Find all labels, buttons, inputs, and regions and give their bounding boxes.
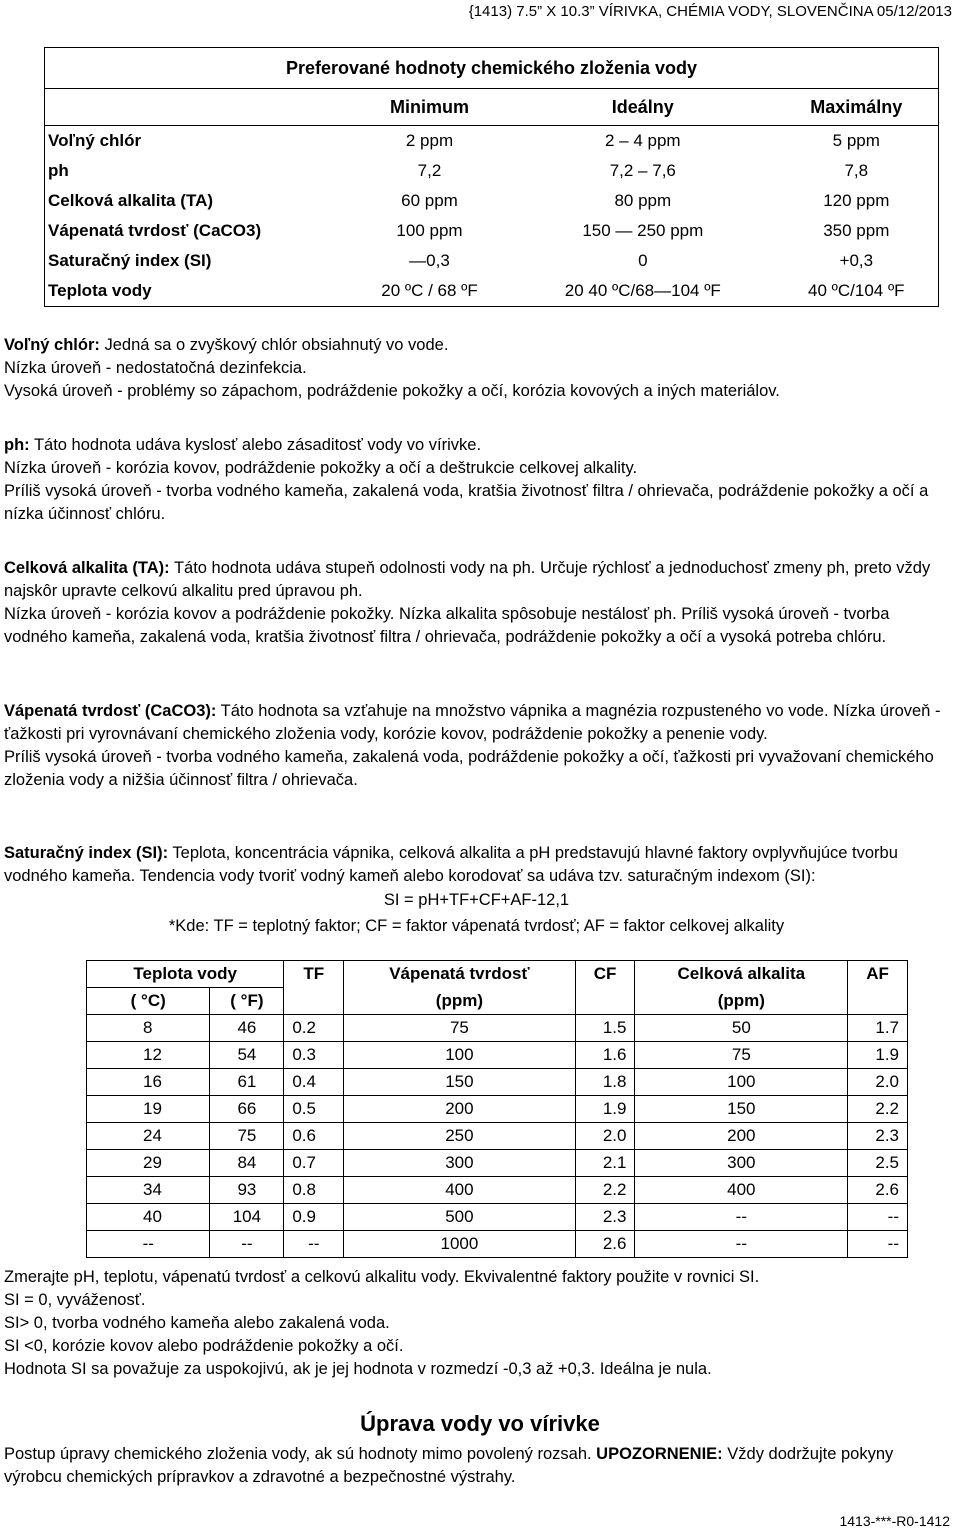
table-title: Preferované hodnoty chemického zloženia vody	[45, 48, 939, 89]
table-row	[45, 156, 939, 186]
chlorine-def: Jedná sa o zvyškový chlór obsiahnutý vo vode.	[99, 336, 449, 354]
table-cell: 75	[344, 1015, 576, 1042]
table-cell: 50	[635, 1015, 848, 1042]
table-cell: 2.0	[575, 1123, 635, 1150]
warning-text: Vždy dodržujte pokyny výrobcu chemických prípravkov a zdravotné a bezpečnostné výstrahy.	[4, 1445, 894, 1486]
si-def: Teplota, koncentrácia vápnika, celková alkalita a pH predstavujú hlavné faktory ovplyvňujúce tvorbu vodného kameňa. Tendencia vody tvoriť vodný kameň alebo korodovať sa udáva tzv. saturačným indexom (SI):	[4, 844, 898, 885]
table-cell: 150	[635, 1096, 848, 1123]
si-where: *Kde: TF = teplotný faktor; CF = faktor vápenatá tvrdosť; AF = faktor celkovej alkality	[168, 917, 785, 935]
section-title: Úprava vody vo vírivke	[360, 1411, 600, 1436]
cell-max: 5 ppm	[775, 126, 939, 157]
cell-ideal: 150 — 250 ppm	[582, 221, 704, 240]
table-cell: 0.4	[284, 1069, 344, 1096]
row-label: Teplota vody	[45, 276, 349, 307]
table-cell: 29	[87, 1150, 210, 1177]
table-cell: 2.6	[848, 1177, 908, 1204]
si-col-temp: Teplota vody	[87, 961, 284, 988]
table-cell: 8	[87, 1015, 210, 1042]
si-formula: SI = pH+TF+CF+AF-12,1	[383, 891, 570, 909]
table-cell: 61	[210, 1069, 284, 1096]
table-cell: 54	[210, 1042, 284, 1069]
table-cell: 0.9	[284, 1204, 344, 1231]
table-cell: 16	[87, 1069, 210, 1096]
note-line: SI> 0, tvorba vodného kameňa alebo zakalená voda.	[4, 1314, 390, 1332]
cell-ideal: 0	[638, 251, 648, 270]
cell-min: 7,2	[417, 161, 442, 180]
alkalinity-term: Celková alkalita (TA):	[4, 559, 170, 577]
cell-max: 40 ºC/104 ºF	[775, 276, 939, 307]
table-row	[87, 1177, 908, 1204]
table-cell: 2.1	[575, 1150, 635, 1177]
chlorine-low: Nízka úroveň - nedostatočná dezinfekcia.	[4, 359, 307, 377]
note-line: Hodnota SI sa považuje za uspokojivú, ak je jej hodnota v rozmedzí -0,3 až +0,3. Ideálna je nula.	[4, 1360, 712, 1378]
table-cell: 300	[635, 1150, 848, 1177]
table-cell: 2.5	[848, 1150, 908, 1177]
si-col-cf: CF	[575, 961, 635, 988]
table-cell: 400	[344, 1177, 576, 1204]
table-row	[87, 1123, 908, 1150]
table-cell: 1.5	[575, 1015, 635, 1042]
table-cell: 1.6	[575, 1042, 635, 1069]
table-cell: 93	[210, 1177, 284, 1204]
table-cell: 2.2	[575, 1177, 635, 1204]
note-line: SI = 0, vyváženosť.	[4, 1291, 146, 1309]
cell-max: 7,8	[775, 156, 939, 186]
ph-low: Nízka úroveň - korózia kovov, podráždenie pokožky a očí a deštrukcie celkovej alkality.	[4, 459, 638, 477]
cell-min: 20 ºC / 68 ºF	[348, 276, 511, 307]
cell-max: 120 ppm	[775, 186, 939, 216]
table-row	[87, 1015, 908, 1042]
cell-ideal: 7,2 – 7,6	[609, 161, 676, 180]
table-cell: 1000	[344, 1231, 576, 1258]
table-cell: 2.3	[575, 1204, 635, 1231]
table-cell: --	[635, 1231, 848, 1258]
alkalinity-section	[4, 557, 949, 649]
calcium-high: Príliš vysoká úroveň - tvorba vodného kameňa, zakalená voda, podráždenie pokožky a očí, ťažkosti pri vyvažovaní chemického zloženia vody a nižšia účinnosť filtra / ohrievača.	[4, 748, 934, 789]
cell-max: 350 ppm	[775, 216, 939, 246]
table-cell: 19	[87, 1096, 210, 1123]
si-col-af: AF	[848, 961, 908, 988]
table-cell: 100	[635, 1069, 848, 1096]
table-cell: 1.9	[575, 1096, 635, 1123]
cell-min: 60 ppm	[401, 191, 458, 210]
table-cell: 2.0	[848, 1069, 908, 1096]
notes-section	[4, 1266, 949, 1381]
cell-ideal: 80 ppm	[614, 191, 672, 210]
warning-term: UPOZORNENIE:	[596, 1445, 723, 1463]
si-unit-c: ( °C)	[87, 988, 210, 1015]
chlorine-section	[4, 334, 949, 403]
table-cell: 200	[344, 1096, 576, 1123]
si-unit-empty	[848, 988, 908, 1015]
cell-min: 2 ppm	[405, 131, 454, 150]
row-label: Vápenatá tvrdosť (CaCO3)	[45, 216, 349, 246]
table-cell: 2.2	[848, 1096, 908, 1123]
table-cell: 0.2	[284, 1015, 344, 1042]
table-cell: --	[848, 1231, 908, 1258]
ph-def: Táto hodnota udáva kyslosť alebo zásaditosť vody vo vírivke.	[29, 436, 482, 454]
alkalinity-levels: Nízka úroveň - korózia kovov a podráždenie pokožky. Nízka alkalita spôsobuje nestálosť ph. Príliš vysoká úroveň - tvorba vodného kameňa, zakalená voda, kratšia životnosť filtra / ohrievača, podráždenie pokožky a očí a vysoká potreba chlóru.	[4, 605, 890, 646]
table-row	[45, 246, 939, 276]
si-col-tf: TF	[284, 961, 344, 988]
si-unit-ta: (ppm)	[635, 988, 848, 1015]
row-label: ph	[45, 156, 349, 186]
table-cell: 1.9	[848, 1042, 908, 1069]
cell-min: 100 ppm	[396, 221, 463, 240]
table-cell: 500	[344, 1204, 576, 1231]
table-cell: 400	[635, 1177, 848, 1204]
table-cell: 250	[344, 1123, 576, 1150]
table-cell: 104	[210, 1204, 284, 1231]
table-cell: 40	[87, 1204, 210, 1231]
column-header-ideal: Ideálny	[511, 89, 775, 126]
alkalinity-def: Táto hodnota udáva stupeň odolnosti vody na ph. Určuje rýchlosť a jednoduchosť zmeny ph, preto vždy najskôr upravte celkovú alkalitu pred úpravou ph.	[4, 559, 931, 600]
table-row	[87, 1231, 908, 1258]
table-row	[45, 276, 939, 307]
table-cell: --	[635, 1204, 848, 1231]
si-unit-ca: (ppm)	[344, 988, 576, 1015]
table-cell: 46	[210, 1015, 284, 1042]
table-cell: --	[87, 1231, 210, 1258]
table-cell: 150	[344, 1069, 576, 1096]
treatment-text: Postup úpravy chemického zloženia vody, ak sú hodnoty mimo povolený rozsah.	[4, 1445, 597, 1463]
table-row	[87, 1042, 908, 1069]
table-cell: 0.8	[284, 1177, 344, 1204]
ph-term: ph:	[4, 436, 30, 454]
note-line: SI <0, korózie kovov alebo podráždenie pokožky a očí.	[4, 1337, 404, 1355]
row-label: Saturačný index (SI)	[45, 246, 349, 276]
table-cell: 1.7	[848, 1015, 908, 1042]
table-cell: 0.3	[284, 1042, 344, 1069]
table-header-empty	[45, 89, 349, 126]
table-row	[45, 216, 939, 246]
row-label: Celková alkalita (TA)	[45, 186, 349, 216]
table-cell: 2.3	[848, 1123, 908, 1150]
table-cell: 75	[210, 1123, 284, 1150]
table-cell: --	[210, 1231, 284, 1258]
table-row	[87, 1204, 908, 1231]
si-factor-table	[86, 960, 908, 1258]
cell-ideal: 2 – 4 ppm	[604, 131, 681, 150]
cell-min: —0,3	[409, 251, 450, 270]
table-cell: 100	[344, 1042, 576, 1069]
preferred-values-table	[44, 47, 939, 307]
page-header: {1413) 7.5” X 10.3” VÍRIVKA, CHÉMIA VODY, SLOVENČINA 05/12/2013	[468, 3, 952, 20]
si-col-ca: Vápenatá tvrdosť	[344, 961, 576, 988]
table-cell: 0.7	[284, 1150, 344, 1177]
ph-high: Príliš vysoká úroveň - tvorba vodného kameňa, zakalená voda, kratšia životnosť filtra / ohrievača, podráždenie pokožky a očí a nízka účinnosť chlóru.	[4, 482, 929, 523]
table-row	[87, 1069, 908, 1096]
chlorine-high: Vysoká úroveň - problémy so zápachom, podráždenie pokožky a očí, korózia kovových a iných materiálov.	[4, 382, 780, 400]
table-cell: 2.6	[575, 1231, 635, 1258]
table-cell: 34	[87, 1177, 210, 1204]
si-unit-f: ( °F)	[210, 988, 284, 1015]
calcium-def: Táto hodnota sa vzťahuje na množstvo vápnika a magnézia rozpusteného vo vode. Nízka úroveň - ťažkosti pri vyrovnávaní chemického zloženia vody, korózie kovov, podráždenie pokožky a penenie vody.	[4, 702, 941, 743]
table-cell: 0.6	[284, 1123, 344, 1150]
table-cell: 75	[635, 1042, 848, 1069]
table-cell: 1.8	[575, 1069, 635, 1096]
note-line: Zmerajte pH, teplotu, vápenatú tvrdosť a celkovú alkalitu vody. Ekvivalentné faktory použite v rovnici SI.	[4, 1268, 760, 1286]
cell-max: +0,3	[775, 246, 939, 276]
table-cell: 66	[210, 1096, 284, 1123]
table-row	[87, 1096, 908, 1123]
calcium-section	[4, 700, 949, 792]
si-section	[4, 842, 949, 938]
table-row	[45, 186, 939, 216]
table-cell: 24	[87, 1123, 210, 1150]
cell-ideal: 20 40 ºC/68—104 ºF	[511, 276, 775, 307]
row-label: Voľný chlór	[45, 126, 349, 157]
table-row	[87, 1150, 908, 1177]
si-col-ta: Celková alkalita	[635, 961, 848, 988]
column-header-max: Maximálny	[775, 89, 939, 126]
table-cell: 84	[210, 1150, 284, 1177]
ph-section	[4, 434, 949, 526]
treatment-section	[4, 1443, 949, 1489]
table-cell: 300	[344, 1150, 576, 1177]
footer-code: 1413-***-R0-1412	[839, 1513, 950, 1529]
table-row	[45, 126, 939, 157]
table-cell: --	[848, 1204, 908, 1231]
si-unit-empty	[284, 988, 344, 1015]
table-cell: 12	[87, 1042, 210, 1069]
si-term: Saturačný index (SI):	[4, 844, 169, 862]
calcium-term: Vápenatá tvrdosť (CaCO3):	[4, 702, 217, 720]
column-header-min: Minimum	[348, 89, 511, 126]
table-cell: 200	[635, 1123, 848, 1150]
si-unit-empty	[575, 988, 635, 1015]
chlorine-term: Voľný chlór:	[4, 336, 100, 354]
table-cell: --	[284, 1231, 344, 1258]
table-cell: 0.5	[284, 1096, 344, 1123]
